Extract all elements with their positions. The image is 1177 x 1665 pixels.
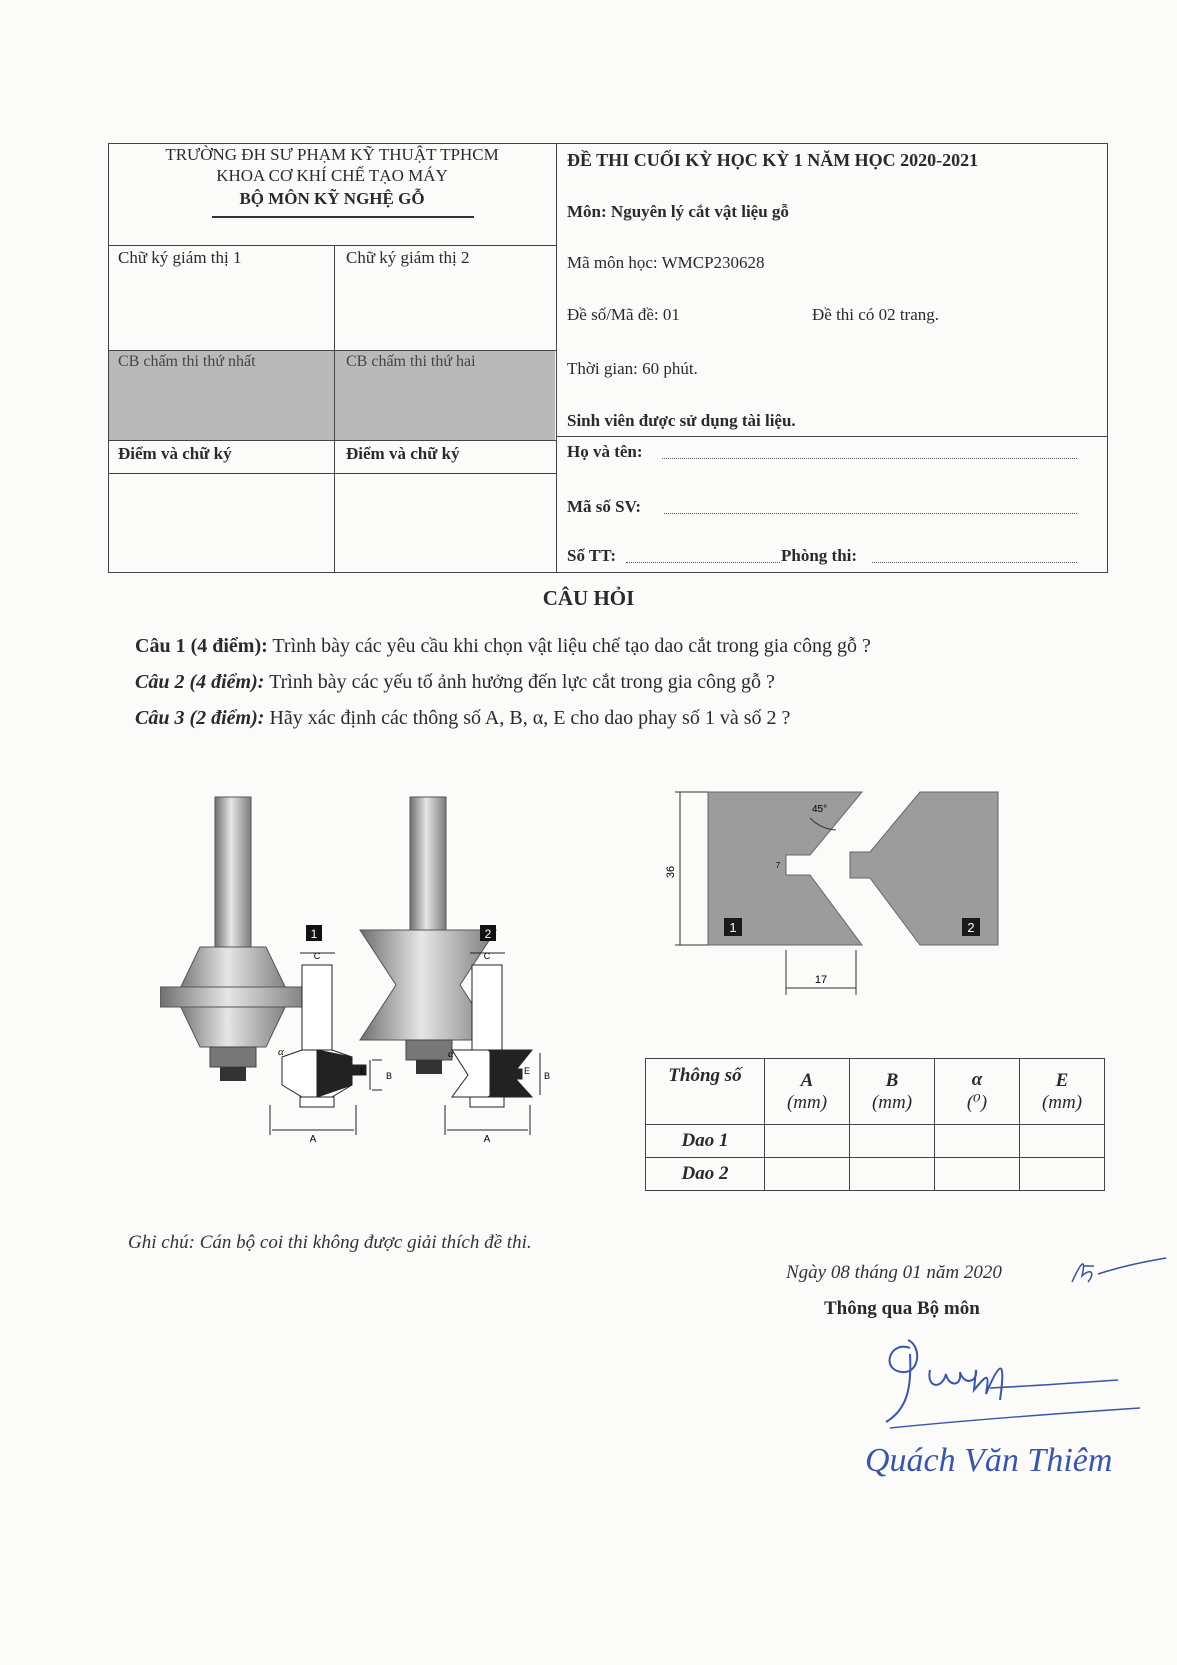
faculty-name: KHOA CƠ KHÍ CHẾ TẠO MÁY [216,166,448,185]
name-field-line[interactable] [662,458,1077,459]
score2-label: Điểm và chữ ký [346,444,460,463]
question-3 [135,707,790,730]
approval-date: Ngày 08 tháng 01 năm 2020 [786,1262,1002,1283]
grader1-label: CB chấm thi thứ nhất [118,353,256,370]
dim-e-1: E [360,1066,367,1076]
name-field-label: Họ và tên: [567,442,643,461]
param-header-alpha: α (⁰) [935,1059,1020,1125]
param-header-e: E (mm) [1020,1059,1105,1125]
student-id-line[interactable] [664,513,1077,514]
question-2-label: Câu 2 (4 điểm): [135,671,265,693]
question-1 [135,635,871,658]
question-3-text: Hãy xác định các thông số A, B, α, E cho dao phay số 1 và số 2 ? [264,707,791,729]
question-3-label: Câu 3 (2 điểm): [135,707,265,729]
dim-a-2: A [483,1134,491,1145]
param-header-name: Thông số [646,1059,765,1125]
joint-profile-figure [660,790,1010,1000]
divider [108,245,556,246]
seq-number-label: Số TT: [567,546,616,565]
divider [334,245,335,573]
room-label: Phòng thi: [781,546,858,565]
param-cell[interactable] [765,1125,850,1158]
param-header-b: B (mm) [850,1059,935,1125]
divider [556,436,1108,437]
duration: Thời gian: 60 phút. [567,359,698,378]
department-name: BỘ MÔN KỸ NGHỆ GỖ [239,189,425,208]
department-underline [212,216,474,218]
exam-number: Đề số/Mã đề: 01 [567,305,680,324]
questions-title: CÂU HỎI [542,586,635,610]
param-cell[interactable] [850,1158,935,1191]
divider [108,350,556,351]
param-cell[interactable] [850,1125,935,1158]
dim-7: 7 [775,861,781,870]
profile-2-marker-text: 2 [967,920,975,935]
param-cell[interactable] [1020,1125,1105,1158]
question-1-label: Câu 1 (4 điểm): [135,635,268,657]
marker-1-text: 1 [310,927,318,941]
divider [108,440,556,441]
parameter-table [645,1058,1105,1191]
dim-36: 36 [665,865,677,879]
router-bits-figure [160,785,620,1195]
page-count: Đề thi có 02 trang. [812,305,939,324]
param-cell[interactable] [1020,1158,1105,1191]
dim-c-1: C [313,951,321,961]
dim-alpha-2: α [448,1048,454,1060]
course-code: Mã môn học: WMCP230628 [567,253,765,272]
param-cell[interactable] [935,1125,1020,1158]
school-name: TRƯỜNG ĐH SƯ PHẠM KỸ THUẬT TPHCM [165,145,499,164]
marker-2-text: 2 [484,927,492,941]
dim-c-2: C [483,951,491,961]
question-2 [135,671,775,694]
student-id-label: Mã số SV: [567,497,641,516]
score1-label: Điểm và chữ ký [118,444,232,463]
proctor1-label: Chữ ký giám thị 1 [118,248,242,267]
subject: Môn: Nguyên lý cắt vật liệu gỗ [567,202,789,221]
dim-e-2: E [524,1066,531,1076]
proctor-note: Ghi chú: Cán bộ coi thi không được giải thích đề thi. [128,1232,532,1253]
router-bit-1-photo [160,797,310,1081]
question-1-text: Trình bày các yêu cầu khi chọn vật liệu chế tạo dao cắt trong gia công gỗ ? [267,635,871,657]
schematic-bit-1 [270,953,382,1135]
dim-45: 45° [812,804,828,815]
question-2-text: Trình bày các yếu tố ảnh hưởng đến lực cắt trong gia công gỗ ? [264,671,775,693]
dim-17: 17 [814,974,828,986]
param-cell[interactable] [765,1158,850,1191]
proctor2-label: Chữ ký giám thị 2 [346,248,470,267]
room-line[interactable] [872,562,1077,563]
param-header-a: A (mm) [765,1059,850,1125]
dim-b-1: B [386,1071,393,1081]
param-row-label: Dao 2 [646,1158,765,1191]
divider [556,143,557,573]
initial-mark [1068,1252,1168,1292]
grader2-label: CB chấm thi thứ hai [346,353,476,370]
exam-title: ĐỀ THI CUỐI KỲ HỌC KỲ 1 NĂM HỌC 2020-2021 [567,150,979,170]
signer-name: Quách Văn Thiêm [865,1442,1113,1479]
dim-a-1: A [309,1134,317,1145]
dim-alpha-1: α [278,1046,284,1058]
divider [108,473,556,474]
param-cell[interactable] [935,1158,1020,1191]
profile-1-marker-text: 1 [729,920,737,935]
param-row-label: Dao 1 [646,1125,765,1158]
seq-number-line[interactable] [626,562,780,563]
dim-b-2: B [544,1071,551,1081]
materials-allowed: Sinh viên được sử dụng tài liệu. [567,411,796,430]
approval-label: Thông qua Bộ môn [824,1298,980,1319]
